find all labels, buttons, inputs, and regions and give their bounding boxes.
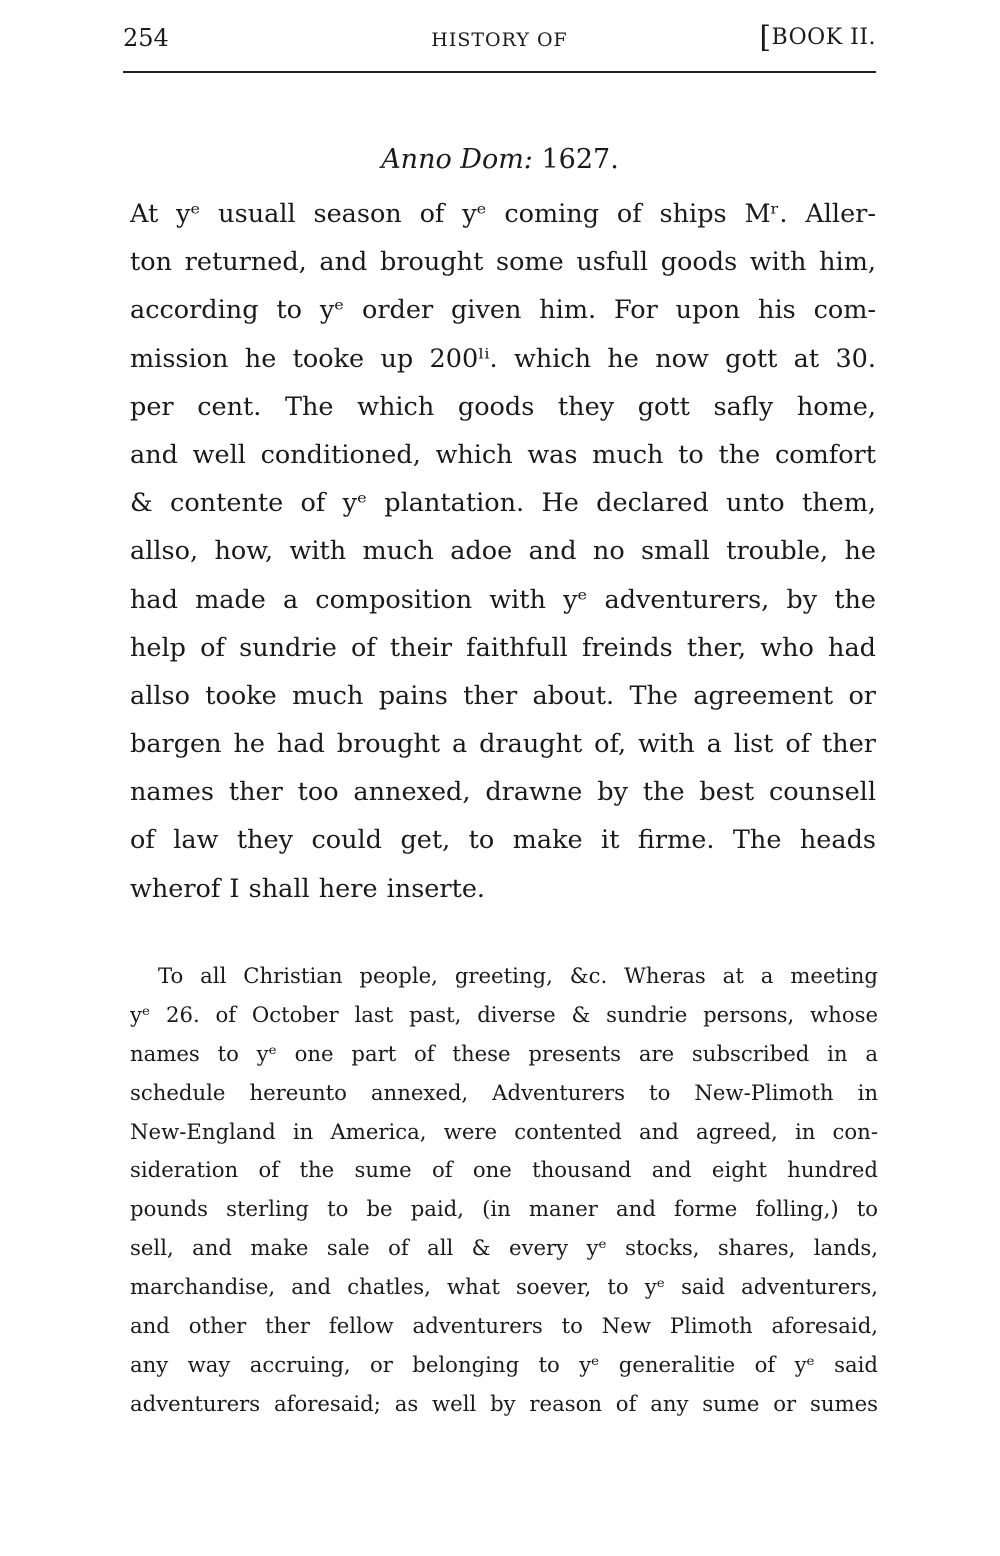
main-line: ton returned, and brought some usfull goods with him, bbox=[130, 247, 876, 278]
quote-line: New-England in America, were contented and agreed, in con- bbox=[130, 1118, 878, 1144]
main-line: & contente of yᵉ plantation. He declared unto them, bbox=[130, 488, 876, 519]
page-number: 254 bbox=[123, 24, 169, 52]
quote-line: and other ther fellow adventurers to New Plimoth aforesaid, bbox=[130, 1313, 878, 1339]
quote-line: pounds sterling to be paid, (in maner and forme folling,) to bbox=[130, 1196, 878, 1222]
main-line: At yᵉ usuall season of yᵉ coming of ships Mʳ. Aller- bbox=[130, 199, 876, 229]
main-line: help of sundrie of their faithfull freinds ther, who had bbox=[130, 632, 876, 663]
main-line: of law they could get, to make it firme. The heads bbox=[130, 825, 876, 856]
quote-line: marchandise, and chatles, what soever, to yᵉ said adventurers, bbox=[130, 1274, 878, 1300]
quote-line: yᵉ 26. of October last past, diverse & sundrie persons, whose bbox=[130, 1001, 878, 1027]
main-line: bargen he had brought a draught of, with a list of ther bbox=[130, 729, 876, 760]
quote-line: sell, and make sale of all & every yᵉ stocks, shares, lands, bbox=[130, 1235, 878, 1261]
year-heading-year: 1627. bbox=[541, 144, 619, 175]
year-heading bbox=[0, 140, 1000, 180]
main-line: names ther too annexed, drawne by the best counsell bbox=[130, 777, 876, 808]
quote-line: To all Christian people, greeting, &c. Wheras at a meeting bbox=[158, 963, 878, 988]
quote-line: adventurers aforesaid; as well by reason of any sume or sumes bbox=[130, 1390, 878, 1416]
header-rule bbox=[123, 71, 876, 73]
year-heading-prefix: Anno Dom: bbox=[381, 144, 533, 175]
main-paragraph bbox=[130, 190, 876, 913]
page-header bbox=[123, 22, 876, 56]
book-reference-label: BOOK II. bbox=[771, 25, 876, 50]
quote-line: sideration of the sume of one thousand and eight hundred bbox=[130, 1157, 878, 1183]
quote-line: schedule hereunto annexed, Adventurers to New-Plimoth in bbox=[130, 1079, 878, 1105]
main-line: according to yᵉ order given him. For upon his com- bbox=[130, 295, 876, 326]
main-line: allso tooke much pains ther about. The agreement or bbox=[130, 680, 876, 711]
main-line: wherof I shall here inserte. bbox=[130, 873, 486, 904]
quote-line: names to yᵉ one part of these presents are subscribed in a bbox=[130, 1040, 878, 1066]
book-reference bbox=[759, 22, 876, 54]
main-line: had made a composition with yᵉ adventurers, by the bbox=[130, 584, 876, 615]
main-line: per cent. The which goods they gott safly home, bbox=[130, 391, 876, 422]
running-head: HISTORY OF bbox=[431, 29, 568, 51]
main-line: and well conditioned, which was much to the comfort bbox=[130, 439, 876, 470]
quoted-document bbox=[130, 957, 878, 1424]
main-line: mission he tooke up 200ˡⁱ. which he now gott at 30. bbox=[130, 343, 876, 374]
main-line: allso, how, with much adoe and no small trouble, he bbox=[130, 536, 876, 567]
bracket-glyph: [ bbox=[759, 20, 772, 55]
quote-line: any way accruing, or belonging to yᵉ generalitie of yᵉ said bbox=[130, 1351, 878, 1377]
